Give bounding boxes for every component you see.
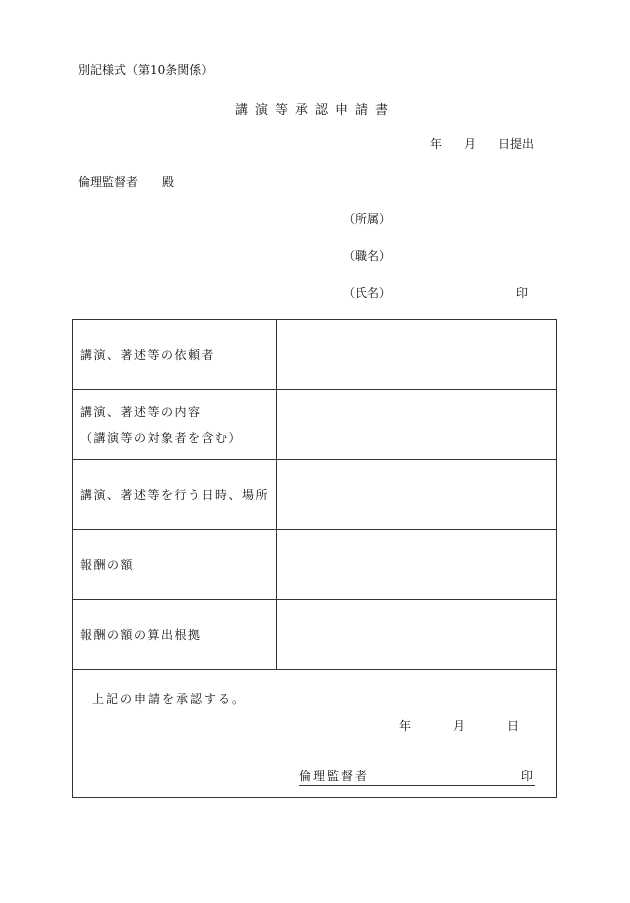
applicant-name: （氏名）: [343, 286, 392, 300]
addressee: [78, 173, 174, 190]
submit-day: 日提出: [498, 137, 535, 151]
row-value-datetime-place[interactable]: [277, 460, 557, 530]
table-row: [73, 390, 557, 460]
applicant-position: （職名）: [343, 249, 392, 263]
applicant-seal: 印: [516, 286, 529, 300]
applicant-affiliation: （所属）: [343, 212, 392, 226]
row-value-requester[interactable]: [277, 320, 557, 390]
approval-signature-line: [299, 767, 535, 786]
submit-month: 月: [464, 137, 477, 151]
addressee-name: 倫理監督者: [78, 175, 139, 189]
submit-date: [430, 135, 534, 152]
row-value-fee-basis[interactable]: [277, 600, 557, 670]
approval-cell: [73, 670, 557, 798]
approval-date: [399, 717, 519, 734]
row-label-fee-basis: 報酬の額の算出根拠: [73, 600, 277, 670]
submit-year: 年: [430, 137, 443, 151]
approval-day: 日: [507, 719, 520, 733]
addressee-honorific: 殿: [162, 175, 175, 189]
row-value-fee[interactable]: [277, 530, 557, 600]
approval-signer: 倫理監督者: [299, 769, 370, 783]
approval-row: [73, 670, 557, 798]
table-row: [73, 460, 557, 530]
approval-month: 月: [453, 719, 466, 733]
table-row: [73, 530, 557, 600]
document-title: 講演等承認申請書: [234, 103, 395, 118]
row-value-content[interactable]: [277, 390, 557, 460]
row-label-content: 講演、著述等の内容 （講演等の対象者を含む）: [73, 390, 277, 460]
table-row: [73, 600, 557, 670]
table-row: [73, 320, 557, 390]
row-label-requester: 講演、著述等の依頼者: [73, 320, 277, 390]
form-reference: 別記様式（第10条関係）: [78, 63, 214, 77]
row-label-fee: 報酬の額: [73, 530, 277, 600]
approval-year: 年: [399, 719, 412, 733]
approval-text: 上記の申請を承認する。: [92, 692, 247, 706]
approval-seal: 印: [520, 769, 533, 783]
row-label-datetime-place: 講演、著述等を行う日時、場所: [73, 460, 277, 530]
application-table: [72, 319, 557, 798]
